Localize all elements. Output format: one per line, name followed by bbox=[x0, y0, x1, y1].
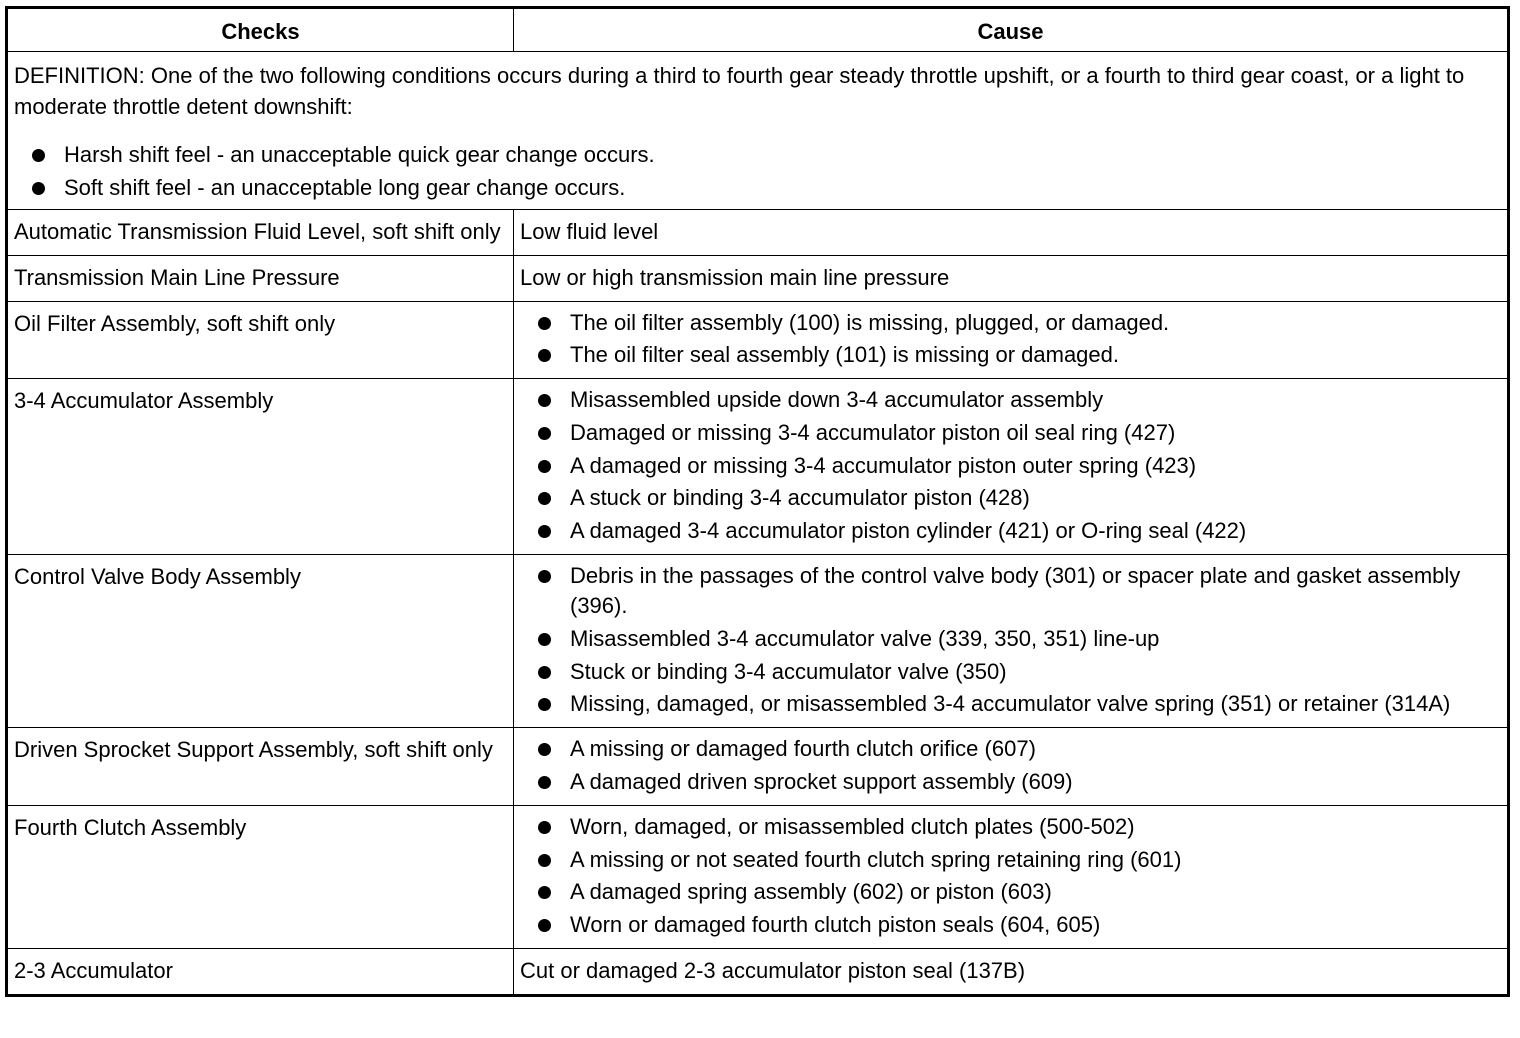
check-cell: 2-3 Accumulator bbox=[7, 948, 514, 995]
bullet-icon bbox=[538, 919, 551, 932]
definition-text: DEFINITION: One of the two following conditions occurs during a third to fourth gear steady throttle upshift, or a fourth to third gear coast, or a light to moderate throttle detent downshift: bbox=[14, 63, 1465, 119]
table-row bbox=[7, 255, 1509, 301]
list-item bbox=[14, 173, 1501, 203]
table-row bbox=[7, 301, 1509, 379]
check-cell: Transmission Main Line Pressure bbox=[7, 255, 514, 301]
check-cell: Control Valve Body Assembly bbox=[7, 555, 514, 728]
list-item bbox=[520, 451, 1501, 481]
list-item bbox=[520, 483, 1501, 513]
definition-bullet-text: Soft shift feel - an unacceptable long gear change occurs. bbox=[64, 174, 626, 200]
cause-text: A missing or damaged fourth clutch orifice (607) bbox=[570, 736, 1036, 762]
cause-text: A damaged driven sprocket support assembly (609) bbox=[570, 768, 1073, 794]
list-item bbox=[520, 845, 1501, 875]
bullet-icon bbox=[538, 492, 551, 505]
cause-cell bbox=[514, 555, 1509, 728]
check-cell: Automatic Transmission Fluid Level, soft shift only bbox=[7, 209, 514, 255]
cause-text: Damaged or missing 3-4 accumulator piston oil seal ring (427) bbox=[570, 420, 1176, 446]
bullet-icon bbox=[538, 698, 551, 711]
list-item bbox=[520, 689, 1501, 719]
bullet-icon bbox=[538, 460, 551, 473]
cause-cell bbox=[514, 728, 1509, 806]
bullet-icon bbox=[538, 427, 551, 440]
list-item bbox=[520, 516, 1501, 546]
list-item bbox=[520, 734, 1501, 764]
bullet-icon bbox=[538, 633, 551, 646]
cause-cell bbox=[514, 805, 1509, 948]
bullet-icon bbox=[538, 349, 551, 362]
check-cell: Fourth Clutch Assembly bbox=[7, 805, 514, 948]
checks-header: Checks bbox=[7, 8, 514, 52]
list-item bbox=[520, 624, 1501, 654]
cause-text: Debris in the passages of the control valve body (301) or spacer plate and gasket assembly (396). bbox=[570, 563, 1461, 619]
bullet-icon bbox=[538, 821, 551, 834]
cause-cell: Cut or damaged 2-3 accumulator piston seal (137B) bbox=[514, 948, 1509, 995]
cause-text: Missing, damaged, or misassembled 3-4 accumulator valve spring (351) or retainer (314A) bbox=[570, 691, 1451, 717]
bullet-icon bbox=[538, 776, 551, 789]
cause-cell: Low fluid level bbox=[514, 209, 1509, 255]
diagnosis-table bbox=[5, 6, 1510, 997]
list-item bbox=[520, 561, 1501, 621]
bullet-icon bbox=[538, 886, 551, 899]
table-row bbox=[7, 805, 1509, 948]
table-row bbox=[7, 948, 1509, 995]
cause-text: A damaged spring assembly (602) or piston (603) bbox=[570, 879, 1052, 905]
bullet-icon bbox=[538, 743, 551, 756]
bullet-icon bbox=[538, 666, 551, 679]
cause-text: Worn, damaged, or misassembled clutch plates (500-502) bbox=[570, 813, 1135, 839]
definition-cell bbox=[7, 52, 1509, 210]
definition-bullets bbox=[14, 140, 1501, 203]
cause-list bbox=[520, 812, 1501, 940]
table-row bbox=[7, 728, 1509, 806]
cause-text: Stuck or binding 3-4 accumulator valve (350) bbox=[570, 658, 1007, 684]
cause-list bbox=[520, 385, 1501, 546]
list-item bbox=[520, 418, 1501, 448]
definition-bullet-text: Harsh shift feel - an unacceptable quick gear change occurs. bbox=[64, 142, 655, 167]
cause-text: A missing or not seated fourth clutch spring retaining ring (601) bbox=[570, 846, 1182, 872]
bullet-icon bbox=[538, 525, 551, 538]
list-item bbox=[14, 140, 1501, 170]
table-row bbox=[7, 209, 1509, 255]
bullet-icon bbox=[32, 149, 45, 162]
cause-list bbox=[520, 561, 1501, 719]
check-cell: Driven Sprocket Support Assembly, soft shift only bbox=[7, 728, 514, 806]
cause-list bbox=[520, 734, 1501, 797]
list-item bbox=[520, 812, 1501, 842]
cause-list bbox=[520, 308, 1501, 371]
cause-text: Worn or damaged fourth clutch piston seals (604, 605) bbox=[570, 911, 1101, 937]
list-item bbox=[520, 657, 1501, 687]
cause-text: Misassembled upside down 3-4 accumulator assembly bbox=[570, 387, 1104, 413]
cause-text: A damaged 3-4 accumulator piston cylinder (421) or O-ring seal (422) bbox=[570, 518, 1247, 544]
cause-text: The oil filter seal assembly (101) is missing or damaged. bbox=[570, 342, 1120, 368]
header-row bbox=[7, 8, 1509, 52]
bullet-icon bbox=[538, 317, 551, 330]
cause-cell bbox=[514, 301, 1509, 379]
bullet-icon bbox=[538, 854, 551, 867]
bullet-icon bbox=[32, 182, 45, 195]
cause-text: The oil filter assembly (100) is missing, plugged, or damaged. bbox=[570, 309, 1170, 335]
table-row bbox=[7, 555, 1509, 728]
cause-cell: Low or high transmission main line pressure bbox=[514, 255, 1509, 301]
definition-row bbox=[7, 52, 1509, 210]
cause-text: A damaged or missing 3-4 accumulator piston outer spring (423) bbox=[570, 452, 1197, 478]
cause-text: A stuck or binding 3-4 accumulator piston (428) bbox=[570, 485, 1030, 511]
cause-header: Cause bbox=[514, 8, 1509, 52]
check-cell: Oil Filter Assembly, soft shift only bbox=[7, 301, 514, 379]
table-row bbox=[7, 379, 1509, 555]
cause-text: Misassembled 3-4 accumulator valve (339, 350, 351) line-up bbox=[570, 625, 1160, 651]
list-item bbox=[520, 767, 1501, 797]
bullet-icon bbox=[538, 394, 551, 407]
list-item bbox=[520, 340, 1501, 370]
cause-cell bbox=[514, 379, 1509, 555]
list-item bbox=[520, 910, 1501, 940]
list-item bbox=[520, 385, 1501, 415]
list-item bbox=[520, 877, 1501, 907]
bullet-icon bbox=[538, 570, 551, 583]
check-cell: 3-4 Accumulator Assembly bbox=[7, 379, 514, 555]
list-item bbox=[520, 308, 1501, 338]
